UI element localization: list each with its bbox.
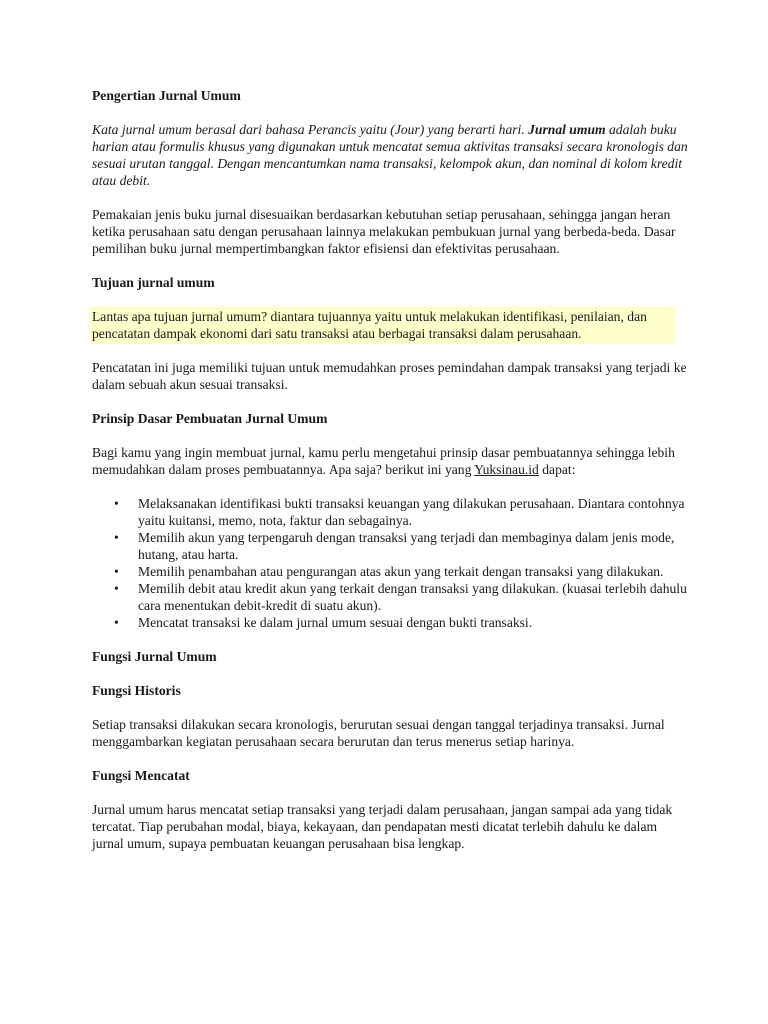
- heading-pengertian: Pengertian Jurnal Umum: [92, 88, 241, 103]
- list-item: • Melaksanakan identifikasi bukti transaksi keuangan yang dilakukan perusahaan. Diantara contohnya yaitu kuitansi, memo, nota, faktur dan sebagainya.: [92, 495, 692, 529]
- prinsip-bullet-list: [92, 495, 692, 631]
- prinsip-intro-text-a: Bagi kamu yang ingin membuat jurnal, kamu perlu mengetahui prinsip dasar pembuatannya sehingga lebih memudahkan dalam proses pembuatannya. Apa saja? berikut ini yang: [92, 445, 675, 477]
- prinsip-intro-text-b: dapat:: [538, 462, 576, 477]
- definition-text-a: Kata jurnal umum berasal dari bahasa Perancis yaitu (Jour) yang berarti hari.: [92, 122, 529, 137]
- list-item: • Memilih penambahan atau pengurangan atas akun yang terkait dengan transaksi yang dilakukan.: [92, 563, 692, 580]
- list-item: • Memilih debit atau kredit akun yang terkait dengan transaksi yang dilakukan. (kuasai terlebih dahulu cara menentukan debit-kredit di suatu akun).: [92, 580, 692, 614]
- list-item: • Memilih akun yang terpengaruh dengan transaksi yang terjadi dan membaginya dalam jenis mode, hutang, atau harta.: [92, 529, 692, 563]
- paragraph-prinsip-intro: [92, 444, 692, 478]
- paragraph-pencatatan: Pencatatan ini juga memiliki tujuan untuk memudahkan proses pemindahan dampak transaksi yang terjadi ke dalam sebuah akun sesuai transaksi.: [92, 360, 687, 392]
- yuksinau-link[interactable]: Yuksinau.id: [474, 462, 539, 477]
- paragraph-tujuan-highlighted: Lantas apa tujuan jurnal umum? diantara tujuannya yaitu untuk melakukan identifikasi, penilaian, dan pencatatan dampak ekonomi dari satu transaksi atau berbagai transaksi dalam perusahaan.: [89, 306, 675, 344]
- list-item: • Mencatat transaksi ke dalam jurnal umum sesuai dengan bukti transaksi.: [92, 614, 692, 631]
- document-page: [92, 87, 692, 852]
- heading-tujuan: Tujuan jurnal umum: [92, 275, 215, 290]
- paragraph-mencatat: Jurnal umum harus mencatat setiap transaksi yang terjadi dalam perusahaan, jangan sampai ada yang tidak tercatat. Tiap perubahan modal, biaya, kekayaan, dan pendapatan mesti dicatat terlebih dahulu ke dalam jurnal umum, supaya pembuatan keuangan perusahaan bisa lengkap.: [92, 802, 673, 851]
- paragraph-historis: Setiap transaksi dilakukan secara kronologis, berurutan sesuai dengan tanggal terjadinya transaksi. Jurnal menggambarkan kegiatan perusahaan secara berurutan dan terus menerus setiap harinya.: [92, 717, 665, 749]
- paragraph-pemakaian: Pemakaian jenis buku jurnal disesuaikan berdasarkan kebutuhan setiap perusahaan, sehingga jangan heran ketika perusahaan satu dengan perusahaan lainnya melakukan pembukuan jurnal yang berbeda-beda. Dasar pemilihan buku jurnal mempertimbangkan faktor efisiensi dan efektivitas perusahaan.: [92, 207, 676, 256]
- definition-bold-term: Jurnal umum: [528, 122, 606, 137]
- heading-prinsip: Prinsip Dasar Pembuatan Jurnal Umum: [92, 411, 328, 426]
- heading-fungsi: Fungsi Jurnal Umum: [92, 649, 217, 664]
- heading-fungsi-historis: Fungsi Historis: [92, 683, 181, 698]
- heading-fungsi-mencatat: Fungsi Mencatat: [92, 768, 190, 783]
- paragraph-definition: [92, 121, 692, 189]
- definition-text-b: adalah buku harian atau formulis khusus yang digunakan untuk mencatat semua aktivitas transaksi secara kronologis dan sesuai urutan tanggal. Dengan mencantumkan nama transaksi, kelompok akun, dan nominal di kolom kredit atau debit.: [92, 122, 688, 188]
